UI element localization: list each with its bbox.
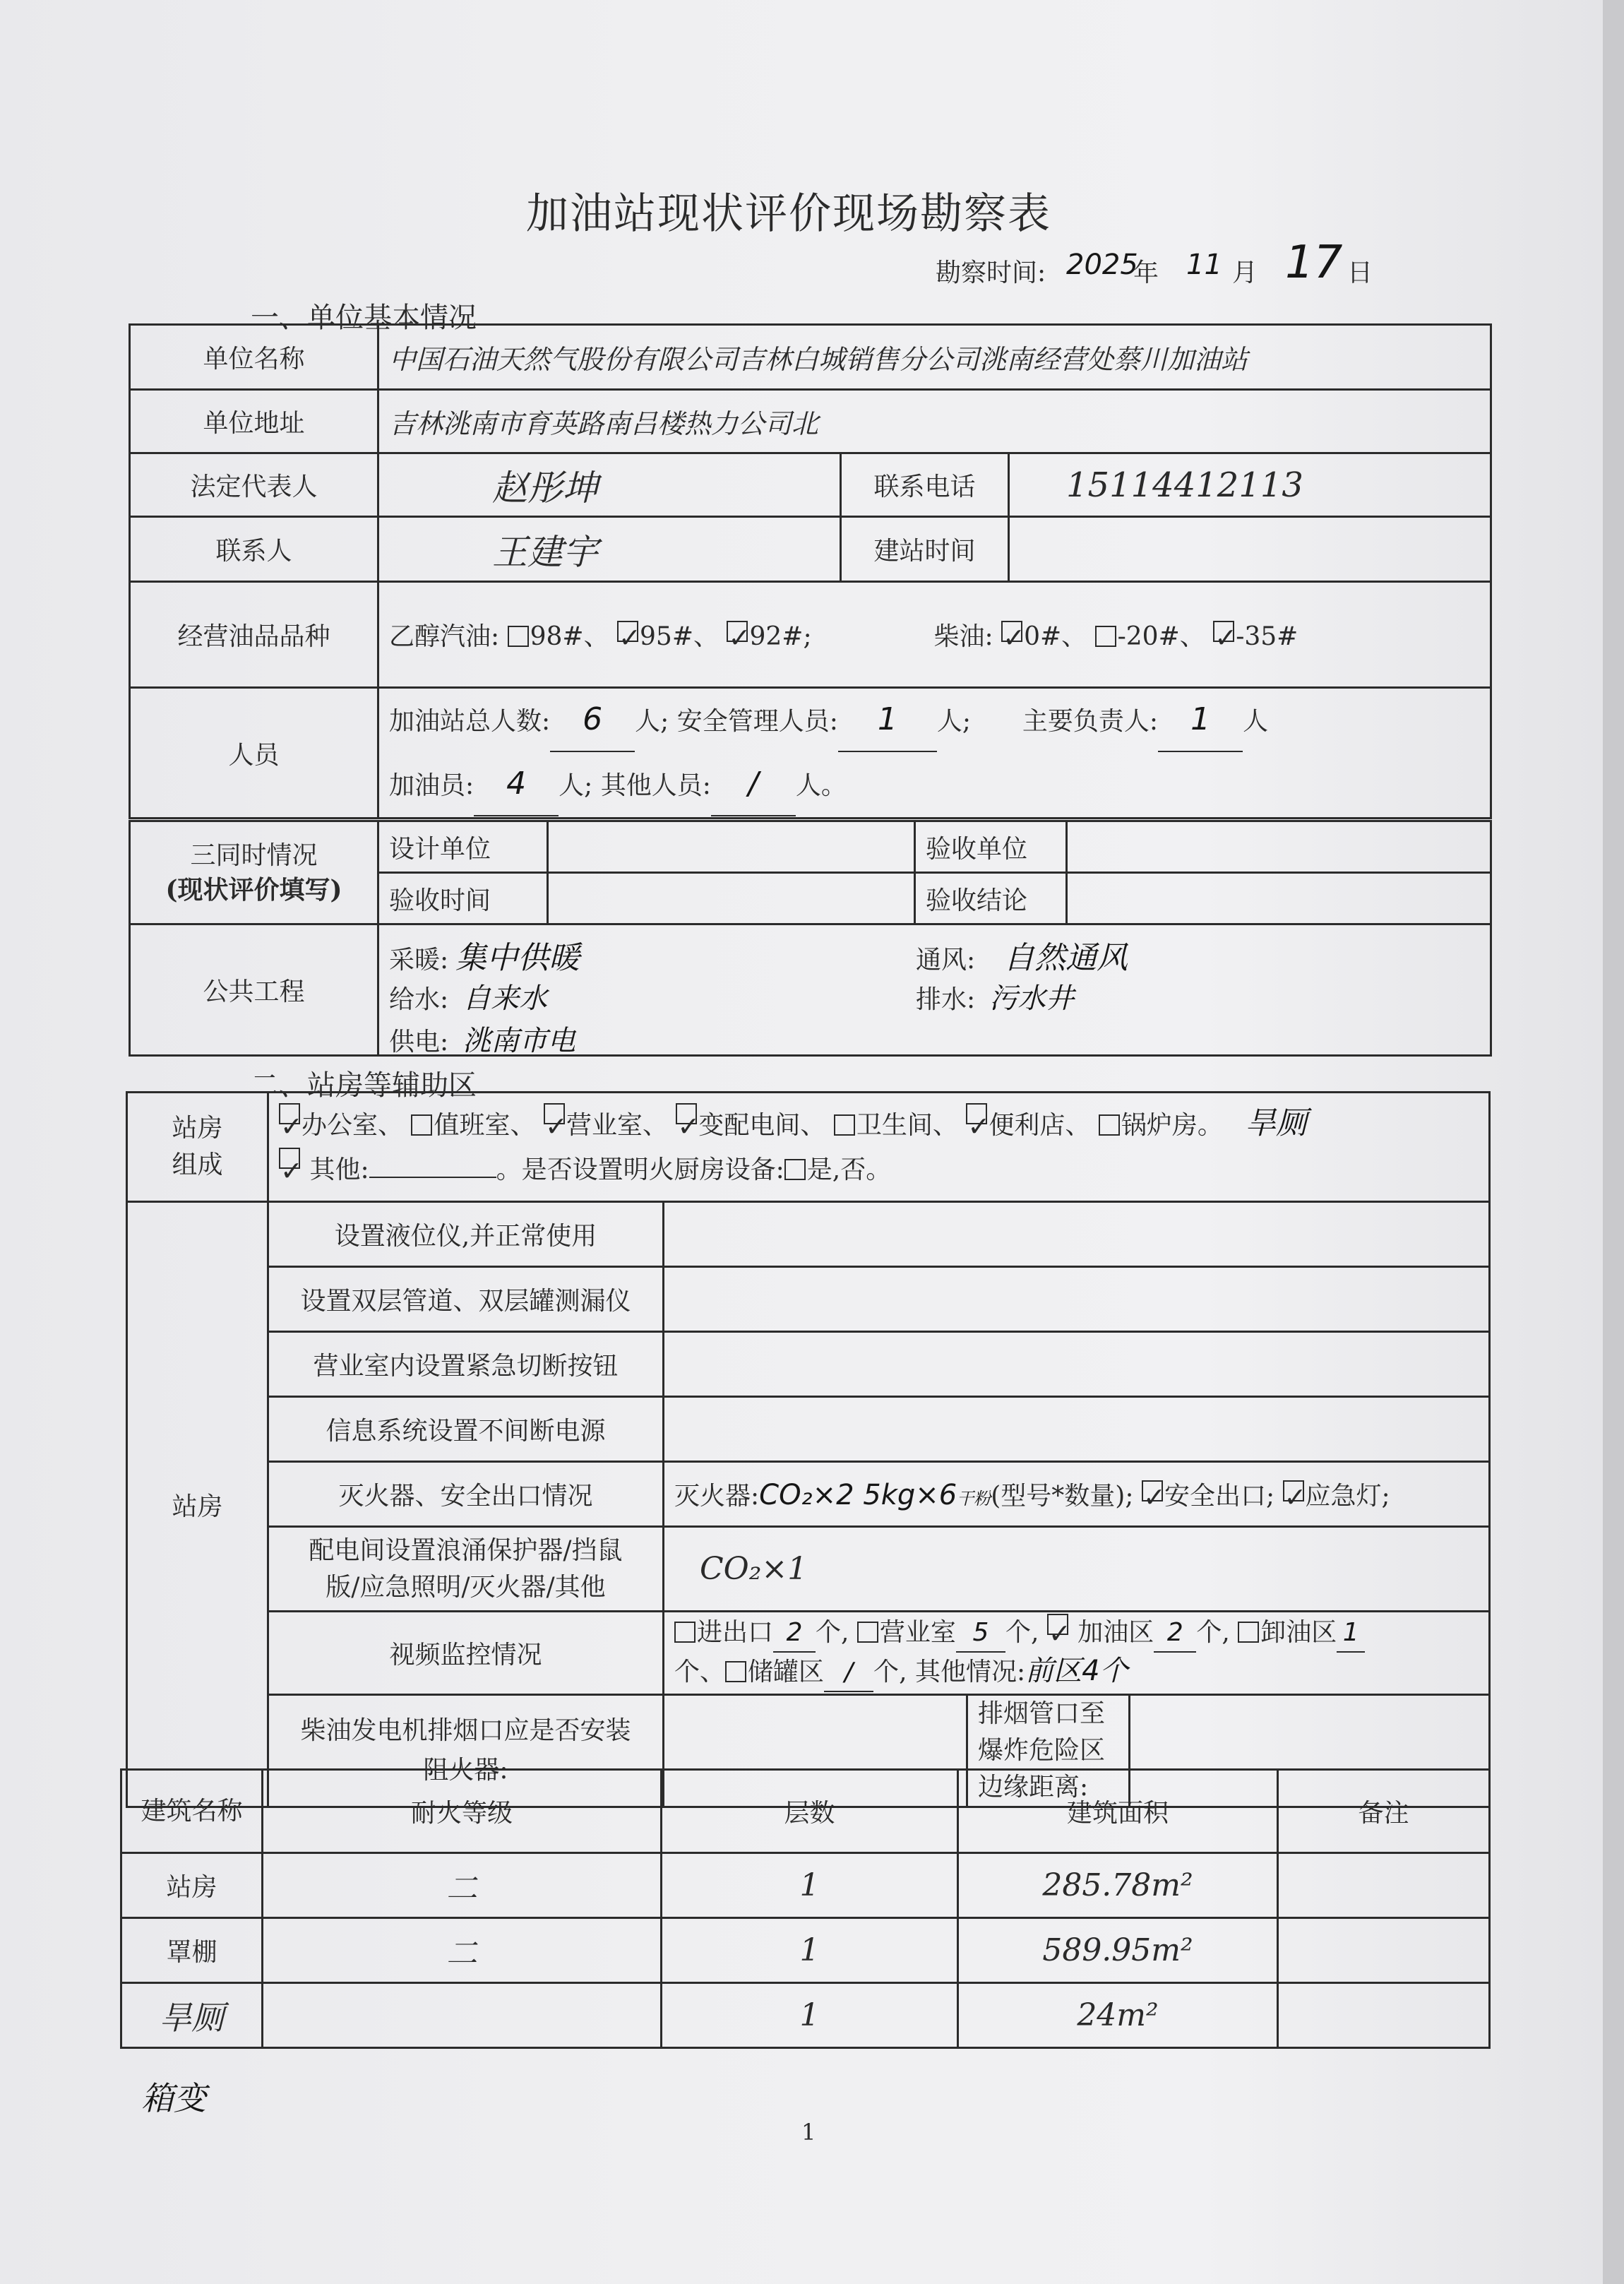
page-number: 1 (801, 2119, 816, 2146)
diesel-label: 柴油: (933, 622, 993, 651)
video-hall-count: 5 (956, 1614, 1005, 1653)
bld-fire (263, 1983, 662, 2048)
bld-fire: 二 (263, 1853, 662, 1918)
accept-time-label: 验收时间 (378, 873, 548, 924)
built-value (1009, 517, 1491, 582)
kitchen-question: 。是否设置明火厨房设备: (496, 1155, 784, 1184)
contact-value: 王建宇 (378, 517, 841, 582)
count-unit: 个 (1196, 1618, 1222, 1647)
attendant-value: 4 (474, 753, 559, 816)
video-unload-checkbox[interactable] (1238, 1622, 1259, 1643)
room-store-label: 便利店 (989, 1111, 1065, 1140)
basic-info-table (129, 323, 1492, 819)
accept-result-value (1067, 873, 1491, 924)
bld-floors: 1 (662, 1918, 958, 1983)
room-protect-label-1: 配电间设置浪涌保护器/挡鼠 (309, 1535, 623, 1565)
buildings-table (120, 1768, 1491, 2049)
public-label: 公共工程 (130, 924, 378, 1056)
count-unit: 个 (674, 1658, 700, 1687)
contact-label: 联系人 (130, 517, 378, 582)
diesel-20-checkbox[interactable] (1095, 626, 1116, 647)
light-label: 应急灯; (1305, 1482, 1390, 1511)
person-unit: 人 (1243, 707, 1269, 736)
staff-total-label: 加油站总人数: (389, 707, 551, 736)
extinguisher-note: 干粉 (957, 1489, 991, 1509)
bld-name: 站房 (121, 1853, 263, 1918)
phone-value: 15114412113 (1009, 453, 1491, 517)
bld-note (1278, 1983, 1490, 2048)
room-protect-value: CO₂×1 (664, 1527, 1490, 1612)
three-label (130, 821, 378, 924)
drain-value: 污水井 (989, 982, 1075, 1015)
legal-rep-label: 法定代表人 (130, 453, 378, 517)
below-note: 箱变 (141, 2079, 206, 2117)
gas-92-checkbox[interactable]: ✓ (728, 622, 751, 653)
composition-label-2: 组成 (172, 1150, 223, 1179)
person-unit: 人 (635, 707, 661, 736)
video-inout-checkbox[interactable] (674, 1622, 695, 1643)
bld-area: 24m² (958, 1983, 1278, 2048)
public-details (378, 924, 1491, 1056)
phone-label: 联系电话 (841, 453, 1009, 517)
room-extra-value: 旱厕 (1245, 1105, 1308, 1141)
gasoline-label: 乙醇汽油: (389, 622, 500, 651)
built-label: 建站时间 (841, 517, 1009, 582)
room-toilet-checkbox[interactable] (834, 1114, 855, 1136)
video-fuel-label: 加油区 (1077, 1618, 1154, 1647)
item-emergency-button: 营业室内设置紧急切断按钮 (268, 1332, 664, 1397)
power-value: 洮南市电 (462, 1025, 576, 1056)
section1-heading: 一、单位基本情况 (251, 302, 477, 334)
video-tank-label: 储罐区 (748, 1658, 825, 1687)
bld-header-name: 建筑名称 (121, 1770, 263, 1853)
extinguisher-value: CO₂×2 5kg×6 (759, 1479, 957, 1511)
bld-header-area: 建筑面积 (958, 1770, 1278, 1853)
video-tank-checkbox[interactable] (725, 1661, 746, 1682)
person-unit: 人 (795, 771, 821, 800)
bld-header-floors: 层数 (662, 1770, 958, 1853)
video-unload-count: 1 (1337, 1614, 1365, 1653)
water-label: 给水: (389, 985, 449, 1014)
count-unit: 个 (816, 1618, 842, 1647)
room-duty-label: 值班室 (434, 1111, 511, 1140)
gas-95-label: 95# (640, 622, 694, 651)
video-label: 视频监控情况 (268, 1612, 664, 1695)
gas-95-checkbox[interactable]: ✓ (619, 622, 641, 653)
item-level-gauge: 设置液位仪,并正常使用 (268, 1202, 664, 1267)
date-label: 勘察时间: (936, 258, 1046, 287)
item-emergency-button-value (664, 1332, 1490, 1397)
section2-heading: 二、站房等辅助区 (251, 1069, 477, 1102)
room-other-checkbox[interactable]: ✓ (279, 1148, 300, 1169)
exit-label: 安全出口; (1164, 1482, 1275, 1511)
chief-value: 1 (1158, 689, 1243, 752)
item-double-pipe-value (664, 1267, 1490, 1332)
bld-name: 旱厕 (121, 1983, 263, 2048)
count-unit: 个 (1005, 1618, 1031, 1647)
legal-rep-value: 赵彤坤 (378, 453, 841, 517)
video-hall-label: 营业室 (879, 1618, 956, 1647)
room-business-label: 营业室 (566, 1111, 643, 1140)
composition-options: ✓办公室、 值班室、 ✓营业室、 ✓变配电间、 卫生间、 ✓便利店、 锅炉房。 旱厕 ✓ 其他: 。是否设置明火厨房设备: 是,否。 (268, 1093, 1490, 1202)
person-unit: 人 (559, 771, 585, 800)
count-unit: 个 (873, 1658, 900, 1687)
staff-label: 人员 (130, 688, 378, 819)
three-simultaneous-table (129, 820, 1492, 1057)
date-year-unit: 年 (1133, 258, 1159, 287)
address-value: 吉林洮南市育英路南吕楼热力公司北 (378, 390, 1491, 453)
diesel-20-label: -20# (1117, 622, 1180, 651)
oil-options: 乙醇汽油: 98#、 ✓95#、 ✓92#; 柴油: ✓0#、 -20#、 ✓-35# (378, 582, 1491, 688)
station-label: 站房 (127, 1202, 268, 1807)
water-value: 自来水 (462, 982, 548, 1015)
generator-label-2: 阻火器: (423, 1756, 508, 1785)
staff-total-value: 6 (550, 689, 635, 752)
other-staff-label: 其他人员: (600, 771, 711, 800)
safety-label: 安全管理人员: (676, 707, 838, 736)
bld-area: 285.78m² (958, 1853, 1278, 1918)
date-year: 2025 (1066, 249, 1138, 281)
heating-value: 集中供暖 (455, 940, 580, 976)
exhaust-label-2: 边缘距离: (978, 1773, 1089, 1802)
light-checkbox[interactable]: ✓ (1284, 1482, 1307, 1513)
video-inout-count: 2 (773, 1614, 816, 1653)
room-store-checkbox[interactable]: ✓ (966, 1103, 987, 1124)
paper-edge (1603, 0, 1624, 2284)
video-details: 进出口 2 个, 营业室 5 个, ✓ 加油区 2 个, 卸油区 1 个、 储罐区 / 个, 其他情况:前区4个 (664, 1612, 1490, 1695)
video-unload-label: 卸油区 (1260, 1618, 1337, 1647)
room-boiler-checkbox[interactable] (1099, 1114, 1120, 1136)
person-unit: 人 (936, 707, 962, 736)
bld-header-fire: 耐火等级 (263, 1770, 662, 1853)
room-office-label: 办公室 (301, 1111, 378, 1140)
item-extinguisher-value (664, 1462, 1490, 1527)
room-power-checkbox[interactable]: ✓ (676, 1103, 697, 1124)
room-protect-label (268, 1527, 664, 1612)
table-row (121, 1983, 1490, 2048)
room-power-label: 变配电间 (698, 1111, 801, 1140)
exhaust-label-1: 排烟管口至爆炸危险区 (978, 1699, 1106, 1765)
video-fuel-count: 2 (1154, 1614, 1196, 1653)
generator-label-1: 柴油发电机排烟口应是否安装 (300, 1716, 631, 1745)
bld-note (1278, 1853, 1490, 1918)
heating-label: 采暖: (389, 946, 449, 975)
date-day: 17 (1285, 237, 1343, 289)
composition-label (127, 1093, 268, 1202)
extinguisher-suffix: (型号*数量); (991, 1482, 1134, 1511)
video-hall-checkbox[interactable] (857, 1622, 878, 1643)
chief-label: 主要负责人: (1022, 707, 1159, 736)
item-level-gauge-value (664, 1202, 1490, 1267)
room-boiler-label: 锅炉房 (1121, 1111, 1198, 1140)
bld-note (1278, 1918, 1490, 1983)
item-extinguisher: 灭火器、安全出口情况 (268, 1462, 664, 1527)
room-protect-label-2: 版/应急照明/灭火器/其他 (326, 1572, 606, 1602)
ventilation-label: 通风: (916, 946, 976, 975)
accept-time-value (548, 873, 915, 924)
safety-value: 1 (838, 689, 937, 752)
attendant-label: 加油员: (389, 771, 474, 800)
video-other-value: 前区4个 (1025, 1655, 1128, 1687)
bld-fire: 二 (263, 1918, 662, 1983)
diesel-35-checkbox[interactable]: ✓ (1214, 622, 1238, 653)
extinguisher-label: 灭火器: (674, 1482, 760, 1511)
exit-checkbox[interactable]: ✓ (1142, 1482, 1166, 1513)
video-tank-count: / (824, 1654, 873, 1692)
oil-label: 经营油品品种 (130, 582, 378, 688)
diesel-0-label: 0# (1024, 622, 1062, 651)
diesel-0-checkbox[interactable]: ✓ (1003, 622, 1025, 653)
kitchen-yes-label: 是, (806, 1155, 841, 1184)
bld-floors: 1 (662, 1983, 958, 2048)
table-row (121, 1918, 1490, 1983)
drain-label: 排水: (916, 985, 976, 1014)
form-title: 加油站现状评价现场勘察表 (526, 189, 1051, 239)
ventilation-value: 自然通风 (1003, 940, 1128, 976)
design-unit-value (548, 821, 915, 873)
three-label-2: (现状评价填写) (165, 874, 342, 905)
table-row (121, 1853, 1490, 1918)
diesel-35-label: -35# (1236, 622, 1298, 651)
address-label: 单位地址 (130, 390, 378, 453)
other-staff-value: / (711, 753, 796, 816)
accept-unit-value (1067, 821, 1491, 873)
design-unit-label: 设计单位 (378, 821, 548, 873)
room-other-label: 其他: (309, 1155, 369, 1184)
kitchen-no-label: 否。 (840, 1155, 892, 1184)
composition-label-1: 站房 (172, 1114, 223, 1143)
station-table (126, 1091, 1491, 1808)
item-ups: 信息系统设置不间断电源 (268, 1397, 664, 1462)
room-other-blank (369, 1177, 496, 1178)
accept-result-label: 验收结论 (915, 873, 1067, 924)
gas-98-checkbox[interactable] (508, 626, 529, 647)
power-label: 供电: (389, 1028, 449, 1056)
room-office-checkbox[interactable]: ✓ (279, 1103, 300, 1124)
unit-name-value: 中国石油天然气股份有限公司吉林白城销售分公司洮南经营处蔡川加油站 (378, 325, 1491, 390)
item-ups-value (664, 1397, 1490, 1462)
staff-details: 加油站总人数: 6 人; 安全管理人员: 1 人; 主要负责人: 1 人 加油员: 4 人; 其他人员: / 人。 (378, 688, 1491, 819)
accept-unit-label: 验收单位 (915, 821, 1067, 873)
three-label-1: 三同时情况 (190, 840, 318, 870)
date-month: 11 (1186, 249, 1222, 281)
room-toilet-label: 卫生间 (856, 1111, 933, 1140)
item-double-pipe: 设置双层管道、双层罐测漏仪 (268, 1267, 664, 1332)
kitchen-yes-checkbox[interactable] (784, 1159, 806, 1180)
video-inout-label: 进出口 (697, 1618, 774, 1647)
bld-header-note: 备注 (1278, 1770, 1490, 1853)
gas-92-label: 92# (749, 622, 804, 651)
date-day-unit: 日 (1347, 258, 1373, 287)
room-duty-checkbox[interactable] (411, 1114, 432, 1136)
unit-name-label: 单位名称 (130, 325, 378, 390)
video-fuel-checkbox[interactable]: ✓ (1047, 1614, 1068, 1635)
gas-98-label: 98# (530, 622, 584, 651)
bld-name: 罩棚 (121, 1918, 263, 1983)
video-other-label: 其他情况: (914, 1658, 1026, 1687)
bld-floors: 1 (662, 1853, 958, 1918)
bld-area: 589.95m² (958, 1918, 1278, 1983)
date-month-unit: 月 (1232, 258, 1258, 287)
room-business-checkbox[interactable]: ✓ (544, 1103, 565, 1124)
